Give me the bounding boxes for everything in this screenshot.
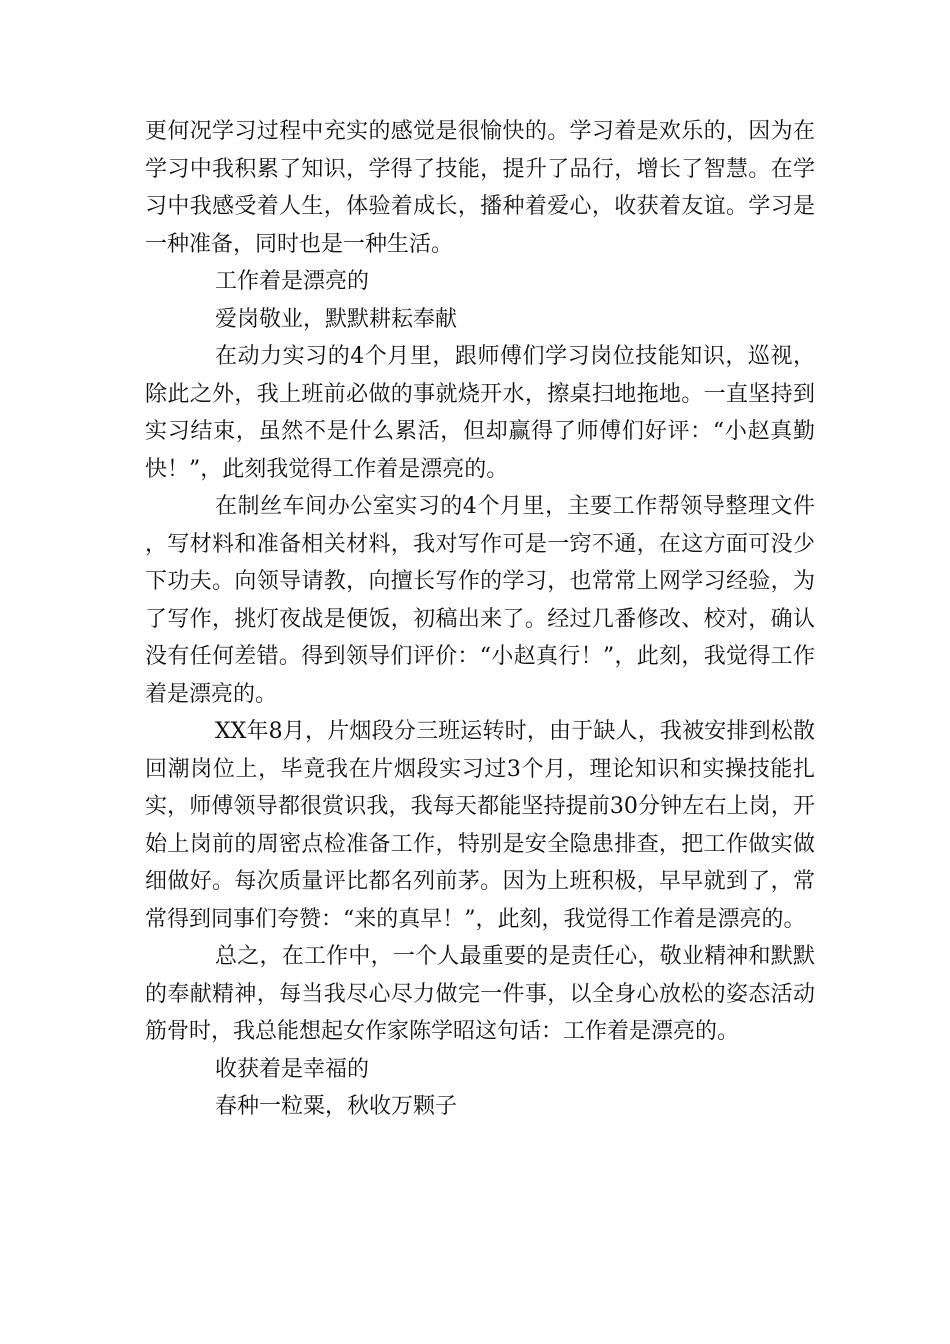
paragraph-summary: 总之，在工作中，一个人最重要的是责任心，敬业精神和默默的奉献精神，每当我尽心尽力做完一件事，以全身心放松的姿态活动筋骨时，我总能想起女作家陈学昭这句话：工作着是漂亮的。: [145, 944, 815, 1044]
paragraph-power-internship: 在动力实习的4个月里，跟师傅们学习岗位技能知识，巡视，除此之外，我上班前必做的事就烧开水，擦桌扫地拖地。一直坚持到实习结束，虽然不是什么累活，但却赢得了师傅们好评：“小赵真勤快！”，此刻我觉得工作着是漂亮的。: [145, 344, 815, 482]
subheading-spring-autumn: 春种一粒粟，秋收万颗子: [215, 1094, 458, 1119]
paragraph-intro: 更何况学习过程中充实的感觉是很愉快的。学习着是欢乐的，因为在学习中我积累了知识，学得了技能，提升了品行，增长了智慧。在学习中我感受着人生，体验着成长，播种着爱心，收获着友谊。学习是一种准备，同时也是一种生活。: [145, 119, 815, 257]
section-heading-harvest: 收获着是幸福的: [215, 1056, 370, 1082]
section-heading-work: 工作着是漂亮的: [215, 269, 370, 294]
document-body: [145, 113, 815, 1126]
subheading-dedication: 爱岗敬业，默默耕耘奉献: [215, 306, 458, 332]
paragraph-shift-work: XX年8月，片烟段分三班运转时，由于缺人，我被安排到松散回潮岗位上，毕竟我在片烟段实习过3个月，理论知识和实操技能扎实，师傅领导都很赏识我，我每天都能坚持提前30分钟左右上岗，开始上岗前的周密点检准备工作，特别是安全隐患排查，把工作做实做细做好。每次质量评比都名列前茅。因为上班积极，早早就到了，常常得到同事们夸赞：“来的真早！”，此刻，我觉得工作着是漂亮的。: [145, 719, 815, 932]
paragraph-office-internship: 在制丝车间办公室实习的4个月里，主要工作帮领导整理文件，写材料和准备相关材料，我对写作可是一窍不通，在这方面可没少下功夫。向领导请教，向擅长写作的学习，也常常上网学习经验，为了写作，挑灯夜战是便饭，初稿出来了。经过几番修改、校对，确认没有任何差错。得到领导们评价：“小赵真行！”，此刻，我觉得工作着是漂亮的。: [145, 494, 815, 707]
